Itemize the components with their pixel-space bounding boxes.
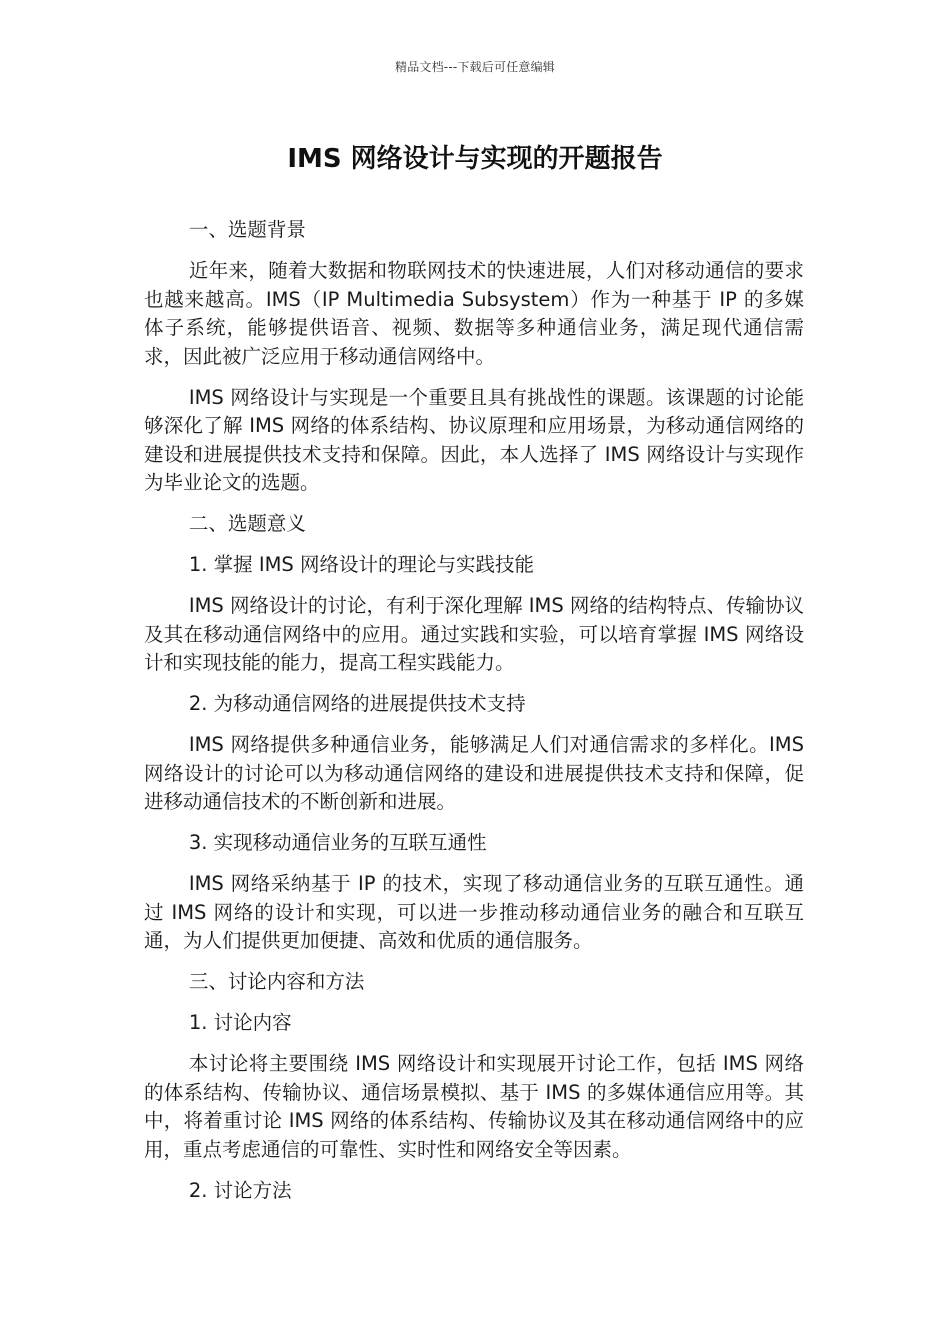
section-heading-background: 一、选题背景	[188, 218, 306, 241]
subheading-significance-1: 1. 掌握 IMS 网络设计的理论与实践技能	[188, 553, 534, 576]
paragraph-background-1: 近年来，随着大数据和物联网技术的快速进展，人们对移动通信的要求也越来越高。IMS（IP Multimedia Subsystem）作为一种基于 IP 的多媒体子系统，能够提供语音、视频、数据等多种通信业务，满足现代通信需求，因此被广泛应用于移动通信网络中。	[144, 259, 804, 368]
paragraph-background-2: IMS 网络设计与实现是一个重要且具有挑战性的课题。该课题的讨论能够深化了解 IMS 网络的体系结构、协议原理和应用场景，为移动通信网络的建设和进展提供技术支持和保障。因此，本人选择了 IMS 网络设计与实现作为毕业论文的选题。	[144, 385, 804, 494]
subheading-significance-3: 3. 实现移动通信业务的互联互通性	[188, 831, 487, 854]
paragraph-significance-3: IMS 网络采纳基于 IP 的技术，实现了移动通信业务的互联互通性。通过 IMS 网络的设计和实现，可以进一步推动移动通信业务的融合和互联互通，为人们提供更加便捷、高效和优质的通信服务。	[144, 872, 804, 952]
subheading-significance-2: 2. 为移动通信网络的进展提供技术支持	[188, 692, 526, 715]
document-body	[144, 216, 804, 1218]
page-header-watermark: 精品文档---下载后可任意编辑	[395, 60, 555, 74]
paragraph-research-content: 本讨论将主要围绕 IMS 网络设计和实现展开讨论工作，包括 IMS 网络的体系结构、传输协议、通信场景模拟、基于 IMS 的多媒体通信应用等。其中，将着重讨论 IMS 网络的体系结构、传输协议及其在移动通信网络中的应用，重点考虑通信的可靠性、实时性和网络安全等因素。	[144, 1052, 804, 1161]
section-heading-significance: 二、选题意义	[188, 512, 306, 535]
document-title: IMS 网络设计与实现的开题报告	[287, 144, 663, 174]
subheading-research-content: 1. 讨论内容	[188, 1011, 292, 1034]
paragraph-significance-2: IMS 网络提供多种通信业务，能够满足人们对通信需求的多样化。IMS 网络设计的讨论可以为移动通信网络的建设和进展提供技术支持和保障，促进移动通信技术的不断创新和进展。	[144, 733, 804, 813]
subheading-research-methods: 2. 讨论方法	[188, 1178, 292, 1202]
paragraph-significance-1: IMS 网络设计的讨论，有利于深化理解 IMS 网络的结构特点、传输协议及其在移动通信网络中的应用。通过实践和实验，可以培育掌握 IMS 网络设计和实现技能的能力，提高工程实践能力。	[144, 594, 804, 674]
section-heading-content-methods: 三、讨论内容和方法	[188, 970, 365, 993]
